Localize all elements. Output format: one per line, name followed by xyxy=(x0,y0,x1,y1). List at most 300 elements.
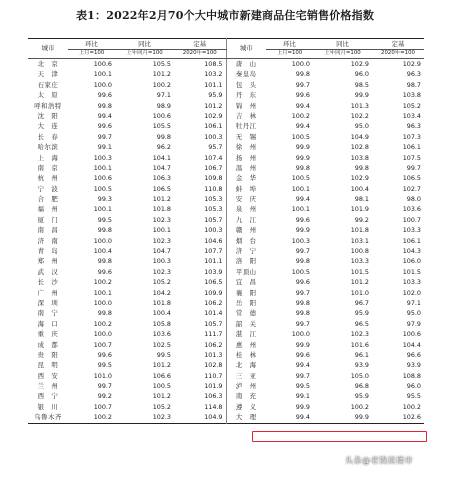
right-mom-cell: 99.8 xyxy=(295,163,310,172)
left-base-cell: 106.7 xyxy=(174,163,226,173)
left-mom-cell: 100.6 xyxy=(93,59,112,68)
left-mom-cell: 100.1 xyxy=(93,70,112,79)
right-city-cell: 泉 州 xyxy=(235,205,257,214)
right-base-cell: 100.6 xyxy=(402,330,421,339)
right-yoy-cell: 96.1 xyxy=(354,350,369,359)
right-city-cell: 包 头 xyxy=(235,80,257,89)
header-row-main xyxy=(28,39,424,50)
left-city-cell: 银 川 xyxy=(37,402,59,411)
right-base-cell: 102.7 xyxy=(402,184,421,193)
left-mom-cell: 100.0 xyxy=(93,298,112,307)
right-mom-cell: 99.4 xyxy=(295,122,310,131)
table-row xyxy=(28,360,424,370)
left-base-cell: 114.8 xyxy=(174,402,226,412)
left-yoy-cell: 100.6 xyxy=(152,111,171,120)
left-base-cell: 104.9 xyxy=(174,412,226,423)
left-yoy-cell: 100.4 xyxy=(152,309,171,318)
left-city-cell: 厦 门 xyxy=(37,215,59,224)
table-row xyxy=(28,132,424,142)
right-mom-cell: 99.4 xyxy=(295,413,310,422)
left-yoy-cell: 105.2 xyxy=(152,402,171,411)
table-row xyxy=(28,225,424,235)
left-base-cell: 105.7 xyxy=(174,319,226,329)
right-base-cell: 101.5 xyxy=(402,267,421,276)
left-mom-cell: 100.1 xyxy=(93,288,112,297)
table-row xyxy=(28,381,424,391)
right-yoy-cell: 104.9 xyxy=(350,132,369,141)
right-base-cell: 105.2 xyxy=(402,101,421,110)
right-city-cell: 温 州 xyxy=(235,163,257,172)
right-city-cell: 遵 义 xyxy=(235,402,257,411)
right-base-cell: 106.5 xyxy=(402,174,421,183)
right-city-cell: 丹 东 xyxy=(235,91,257,100)
left-city-cell: 西 安 xyxy=(37,371,59,380)
right-mom-cell: 100.5 xyxy=(291,174,310,183)
right-yoy-cell: 102.9 xyxy=(350,59,369,68)
left-yoy-cell: 96.2 xyxy=(156,143,171,152)
right-city-cell: 湛 江 xyxy=(235,330,257,339)
right-mom-cell: 100.0 xyxy=(291,59,310,68)
right-yoy-cell: 101.0 xyxy=(350,288,369,297)
right-mom-cell: 99.7 xyxy=(295,80,310,89)
right-city-cell: 北 海 xyxy=(235,361,257,370)
right-yoy-cell: 100.8 xyxy=(350,247,369,256)
right-yoy-cell: 95.0 xyxy=(354,122,369,131)
right-mom-cell: 99.8 xyxy=(295,70,310,79)
left-base-cell: 109.8 xyxy=(174,173,226,183)
table-row xyxy=(28,412,424,423)
right-base-cell: 98.7 xyxy=(406,80,421,89)
left-base-cell: 102.8 xyxy=(174,360,226,370)
left-mom-cell: 99.6 xyxy=(97,91,112,100)
right-yoy-cell: 96.8 xyxy=(354,382,369,391)
left-mom-cell: 100.4 xyxy=(93,247,112,256)
left-city-cell: 深 圳 xyxy=(37,298,59,307)
left-city-cell: 大 连 xyxy=(37,122,59,131)
left-mom-cell: 100.1 xyxy=(93,205,112,214)
table-row xyxy=(28,350,424,360)
table-row xyxy=(28,194,424,204)
left-mom-cell: 100.2 xyxy=(93,278,112,287)
left-yoy-cell: 104.2 xyxy=(152,288,171,297)
table-row xyxy=(28,308,424,318)
left-city-cell: 南 京 xyxy=(37,163,59,172)
left-mom-cell: 100.0 xyxy=(93,330,112,339)
left-base-cell: 105.7 xyxy=(174,215,226,225)
table-row xyxy=(28,215,424,225)
left-yoy-cell: 105.5 xyxy=(152,122,171,131)
right-yoy-cell: 96.5 xyxy=(354,319,369,328)
left-base-cell: 109.9 xyxy=(174,288,226,298)
left-base-cell: 102.9 xyxy=(174,111,226,121)
right-base-cell: 106.0 xyxy=(402,257,421,266)
left-yoy-cell: 97.1 xyxy=(156,91,171,100)
right-city-cell: 金 华 xyxy=(235,174,257,183)
table-row xyxy=(28,319,424,329)
left-base-cell: 107.4 xyxy=(174,153,226,163)
right-mom-cell: 99.8 xyxy=(295,257,310,266)
right-mom-cell: 99.4 xyxy=(295,101,310,110)
table-row xyxy=(28,163,424,173)
col-header-mom: 环比 xyxy=(68,39,115,50)
left-yoy-cell: 106.5 xyxy=(152,184,171,193)
left-mom-cell: 101.0 xyxy=(93,371,112,380)
left-base-cell: 101.1 xyxy=(174,256,226,266)
right-base-cell: 108.8 xyxy=(402,371,421,380)
right-mom-cell: 99.9 xyxy=(295,143,310,152)
left-mom-cell: 100.0 xyxy=(93,80,112,89)
right-mom-cell: 99.8 xyxy=(295,298,310,307)
left-yoy-cell: 100.5 xyxy=(152,382,171,391)
table-row xyxy=(28,173,424,183)
right-base-cell: 107.5 xyxy=(402,153,421,162)
left-base-cell: 111.7 xyxy=(174,329,226,339)
right-base-cell: 104.4 xyxy=(402,340,421,349)
left-city-cell: 南 宁 xyxy=(37,309,59,318)
right-yoy-cell: 103.1 xyxy=(350,236,369,245)
left-yoy-cell: 100.2 xyxy=(152,80,171,89)
left-mom-cell: 99.4 xyxy=(97,111,112,120)
table-row xyxy=(28,288,424,298)
right-base-cell: 107.3 xyxy=(402,132,421,141)
left-yoy-cell: 100.1 xyxy=(152,226,171,235)
left-base-cell: 106.2 xyxy=(174,340,226,350)
left-base-cell: 101.2 xyxy=(174,101,226,111)
left-mom-cell: 100.7 xyxy=(93,340,112,349)
left-yoy-cell: 102.3 xyxy=(152,413,171,422)
left-city-cell: 哈尔滨 xyxy=(37,143,59,152)
right-mom-cell: 99.8 xyxy=(295,309,310,318)
left-base-cell: 106.1 xyxy=(174,121,226,131)
left-yoy-cell: 106.3 xyxy=(152,174,171,183)
left-yoy-cell: 102.3 xyxy=(152,236,171,245)
left-yoy-cell: 105.2 xyxy=(152,278,171,287)
left-base-cell: 103.2 xyxy=(174,69,226,79)
left-mom-cell: 99.7 xyxy=(97,382,112,391)
table-row xyxy=(28,392,424,402)
right-mom-cell: 99.5 xyxy=(295,382,310,391)
right-yoy-cell: 98.1 xyxy=(354,195,369,204)
left-mom-cell: 99.3 xyxy=(97,195,112,204)
right-yoy-cell: 101.2 xyxy=(350,278,369,287)
left-city-cell: 杭 州 xyxy=(37,174,59,183)
right-city-cell: 南 充 xyxy=(235,392,257,401)
left-yoy-cell: 101.2 xyxy=(152,70,171,79)
left-city-cell: 济 南 xyxy=(37,236,59,245)
right-yoy-cell: 99.2 xyxy=(354,215,369,224)
right-mom-cell: 100.0 xyxy=(291,330,310,339)
right-mom-cell: 99.9 xyxy=(295,153,310,162)
left-yoy-cell: 101.2 xyxy=(152,195,171,204)
right-city-cell: 安 庆 xyxy=(235,195,257,204)
right-base-cell: 95.0 xyxy=(406,309,421,318)
table-row xyxy=(28,329,424,339)
left-mom-cell: 100.3 xyxy=(93,153,112,162)
right-city-cell: 洛 阳 xyxy=(235,257,257,266)
left-city-cell: 广 州 xyxy=(37,288,59,297)
right-mom-cell: 100.1 xyxy=(291,184,310,193)
right-city-cell: 秦皇岛 xyxy=(235,70,257,79)
right-base-cell: 103.4 xyxy=(402,111,421,120)
left-mom-cell: 99.8 xyxy=(97,257,112,266)
right-base-cell: 102.0 xyxy=(402,288,421,297)
table-row xyxy=(28,184,424,194)
left-mom-cell: 99.5 xyxy=(97,215,112,224)
right-yoy-cell: 102.2 xyxy=(350,111,369,120)
right-city-cell: 常 德 xyxy=(235,309,257,318)
col-header-yoy: 同比 xyxy=(313,39,372,50)
right-mom-cell: 99.4 xyxy=(295,195,310,204)
left-base-cell: 103.9 xyxy=(174,267,226,277)
left-base-cell: 105.3 xyxy=(174,194,226,204)
right-city-cell: 赣 州 xyxy=(235,226,257,235)
left-yoy-cell: 102.3 xyxy=(152,215,171,224)
right-yoy-cell: 101.3 xyxy=(350,101,369,110)
right-mom-cell: 99.6 xyxy=(295,350,310,359)
left-city-cell: 成 都 xyxy=(37,340,59,349)
right-yoy-cell: 98.5 xyxy=(354,80,369,89)
right-city-cell: 平顶山 xyxy=(235,267,257,276)
left-city-cell: 西 宁 xyxy=(37,392,59,401)
right-mom-cell: 99.6 xyxy=(295,278,310,287)
right-city-cell: 徐 州 xyxy=(235,143,257,152)
right-yoy-cell: 102.9 xyxy=(350,174,369,183)
left-city-cell: 乌鲁木齐 xyxy=(34,413,62,422)
left-yoy-cell: 101.2 xyxy=(152,392,171,401)
right-city-cell: 扬 州 xyxy=(235,153,257,162)
right-mom-cell: 100.5 xyxy=(291,267,310,276)
right-city-cell: 济 宁 xyxy=(235,247,257,256)
table-row xyxy=(28,256,424,266)
right-base-cell: 96.3 xyxy=(406,122,421,131)
left-base-cell: 100.3 xyxy=(174,132,226,142)
table-row xyxy=(28,236,424,246)
left-base-cell: 95.9 xyxy=(174,90,226,100)
left-city-cell: 石家庄 xyxy=(37,80,59,89)
left-mom-cell: 100.2 xyxy=(93,413,112,422)
right-mom-cell: 99.1 xyxy=(295,392,310,401)
right-city-cell: 九 江 xyxy=(235,215,257,224)
watermark: 头条@老钱说楼市 xyxy=(345,456,413,465)
right-base-cell: 102.9 xyxy=(402,59,421,68)
left-city-cell: 呼和浩特 xyxy=(34,101,62,110)
right-yoy-cell: 103.3 xyxy=(350,257,369,266)
right-base-cell: 97.1 xyxy=(406,298,421,307)
right-mom-cell: 99.9 xyxy=(295,340,310,349)
left-city-cell: 合 肥 xyxy=(37,195,59,204)
left-mom-cell: 99.6 xyxy=(97,350,112,359)
col-header-base: 定基 xyxy=(174,39,226,50)
right-city-cell: 吉 林 xyxy=(235,111,257,120)
right-mom-cell: 99.4 xyxy=(295,361,310,370)
left-mom-cell: 100.0 xyxy=(93,236,112,245)
col-subheader-yoy: 上年同月=100 xyxy=(313,50,372,59)
left-mom-cell: 99.6 xyxy=(97,267,112,276)
right-mom-cell: 100.1 xyxy=(291,205,310,214)
left-mom-cell: 99.1 xyxy=(97,143,112,152)
right-mom-cell: 100.3 xyxy=(291,236,310,245)
right-yoy-cell: 96.0 xyxy=(354,70,369,79)
left-mom-cell: 100.6 xyxy=(93,174,112,183)
right-city-cell: 三 亚 xyxy=(235,371,257,380)
left-yoy-cell: 102.3 xyxy=(152,267,171,276)
right-yoy-cell: 100.2 xyxy=(350,402,369,411)
right-city-cell: 无 锡 xyxy=(235,132,257,141)
left-city-cell: 宁 波 xyxy=(37,184,59,193)
col-header-base: 定基 xyxy=(372,39,424,50)
left-mom-cell: 99.8 xyxy=(97,226,112,235)
right-base-cell: 102.6 xyxy=(402,413,421,422)
right-city-cell: 蚌 埠 xyxy=(235,184,257,193)
table-row xyxy=(28,101,424,111)
col-header-mom: 环比 xyxy=(266,39,313,50)
left-yoy-cell: 105.8 xyxy=(152,319,171,328)
col-header-city: 城市 xyxy=(226,39,266,59)
left-mom-cell: 100.2 xyxy=(93,319,112,328)
table-row xyxy=(28,371,424,381)
left-yoy-cell: 101.8 xyxy=(152,298,171,307)
table-row xyxy=(28,340,424,350)
left-yoy-cell: 101.2 xyxy=(152,361,171,370)
right-base-cell: 100.2 xyxy=(402,402,421,411)
table-row xyxy=(28,246,424,256)
left-city-cell: 海 口 xyxy=(37,319,59,328)
left-base-cell: 101.9 xyxy=(174,381,226,391)
left-mom-cell: 99.7 xyxy=(97,132,112,141)
right-base-cell: 96.0 xyxy=(406,382,421,391)
left-mom-cell: 100.7 xyxy=(93,402,112,411)
left-city-cell: 兰 州 xyxy=(37,382,59,391)
left-mom-cell: 100.1 xyxy=(93,163,112,172)
right-yoy-cell: 93.9 xyxy=(354,361,369,370)
right-base-cell: 98.0 xyxy=(406,195,421,204)
right-yoy-cell: 100.4 xyxy=(350,184,369,193)
right-mom-cell: 99.7 xyxy=(295,319,310,328)
right-yoy-cell: 101.6 xyxy=(350,340,369,349)
table-row xyxy=(28,111,424,121)
table-row xyxy=(28,59,424,70)
left-city-cell: 青 岛 xyxy=(37,247,59,256)
left-mom-cell: 99.5 xyxy=(97,361,112,370)
right-base-cell: 103.3 xyxy=(402,278,421,287)
right-yoy-cell: 99.8 xyxy=(354,163,369,172)
right-mom-cell: 100.5 xyxy=(291,132,310,141)
right-yoy-cell: 101.5 xyxy=(350,267,369,276)
left-city-cell: 福 州 xyxy=(37,205,59,214)
col-subheader-base: 2020年=100 xyxy=(372,50,424,59)
left-yoy-cell: 103.6 xyxy=(152,330,171,339)
right-yoy-cell: 95.9 xyxy=(354,392,369,401)
left-yoy-cell: 104.1 xyxy=(152,153,171,162)
left-yoy-cell: 106.6 xyxy=(152,371,171,380)
left-city-cell: 武 汉 xyxy=(37,267,59,276)
table-row xyxy=(28,277,424,287)
left-yoy-cell: 104.7 xyxy=(152,163,171,172)
right-mom-cell: 99.6 xyxy=(295,215,310,224)
left-city-cell: 上 海 xyxy=(37,153,59,162)
table-row xyxy=(28,121,424,131)
left-city-cell: 贵 阳 xyxy=(37,350,59,359)
left-mom-cell: 99.8 xyxy=(97,101,112,110)
right-base-cell: 97.9 xyxy=(406,319,421,328)
price-index-table xyxy=(28,38,424,424)
left-base-cell: 110.8 xyxy=(174,184,226,194)
left-city-cell: 沈 阳 xyxy=(37,111,59,120)
left-yoy-cell: 98.9 xyxy=(156,101,171,110)
left-base-cell: 101.3 xyxy=(174,350,226,360)
right-mom-cell: 99.9 xyxy=(295,402,310,411)
left-city-cell: 重 庆 xyxy=(37,330,59,339)
right-base-cell: 93.9 xyxy=(406,361,421,370)
left-yoy-cell: 102.5 xyxy=(152,340,171,349)
left-yoy-cell: 101.8 xyxy=(152,205,171,214)
table-row xyxy=(28,153,424,163)
right-mom-cell: 100.2 xyxy=(291,111,310,120)
col-subheader-base: 2020年=100 xyxy=(174,50,226,59)
table-row xyxy=(28,204,424,214)
right-base-cell: 100.7 xyxy=(402,215,421,224)
left-city-cell: 太 原 xyxy=(37,91,59,100)
right-city-cell: 泸 州 xyxy=(235,382,257,391)
left-city-cell: 长 春 xyxy=(37,132,59,141)
right-city-cell: 牡丹江 xyxy=(235,122,257,131)
col-header-yoy: 同比 xyxy=(115,39,174,50)
left-mom-cell: 99.6 xyxy=(97,122,112,131)
right-city-cell: 烟 台 xyxy=(235,236,257,245)
right-base-cell: 106.1 xyxy=(402,236,421,245)
left-base-cell: 110.7 xyxy=(174,371,226,381)
left-base-cell: 107.7 xyxy=(174,246,226,256)
table-title: 表1：2022年2月70个大中城市新建商品住宅销售价格指数 xyxy=(75,9,375,22)
left-base-cell: 104.6 xyxy=(174,236,226,246)
right-yoy-cell: 102.8 xyxy=(350,143,369,152)
left-base-cell: 95.7 xyxy=(174,142,226,152)
left-yoy-cell: 99.8 xyxy=(156,132,171,141)
right-base-cell: 103.8 xyxy=(402,91,421,100)
right-mom-cell: 99.7 xyxy=(295,247,310,256)
col-subheader-mom: 上月=100 xyxy=(266,50,313,59)
right-mom-cell: 99.6 xyxy=(295,91,310,100)
right-mom-cell: 99.7 xyxy=(295,371,310,380)
right-city-cell: 宜 昌 xyxy=(235,278,257,287)
right-base-cell: 95.5 xyxy=(406,392,421,401)
left-base-cell: 108.5 xyxy=(174,59,226,70)
table-row xyxy=(28,69,424,79)
right-yoy-cell: 103.8 xyxy=(350,153,369,162)
right-city-cell: 岳 阳 xyxy=(235,298,257,307)
right-mom-cell: 99.7 xyxy=(295,288,310,297)
left-city-cell: 南 昌 xyxy=(37,226,59,235)
left-base-cell: 101.1 xyxy=(174,80,226,90)
right-base-cell: 103.6 xyxy=(402,205,421,214)
left-city-cell: 北 京 xyxy=(37,59,59,68)
right-city-cell: 襄 阳 xyxy=(235,288,257,297)
right-base-cell: 96.6 xyxy=(406,350,421,359)
left-mom-cell: 99.2 xyxy=(97,392,112,401)
table-row xyxy=(28,142,424,152)
right-yoy-cell: 101.8 xyxy=(350,226,369,235)
right-city-cell: 韶 关 xyxy=(235,319,257,328)
col-header-city: 城市 xyxy=(28,39,68,59)
left-base-cell: 106.3 xyxy=(174,392,226,402)
right-city-cell: 桂 林 xyxy=(235,350,257,359)
right-yoy-cell: 101.9 xyxy=(350,205,369,214)
col-subheader-yoy: 上年同月=100 xyxy=(115,50,174,59)
right-yoy-cell: 105.0 xyxy=(350,371,369,380)
left-base-cell: 106.2 xyxy=(174,298,226,308)
left-city-cell: 郑 州 xyxy=(37,257,59,266)
table-row xyxy=(28,90,424,100)
